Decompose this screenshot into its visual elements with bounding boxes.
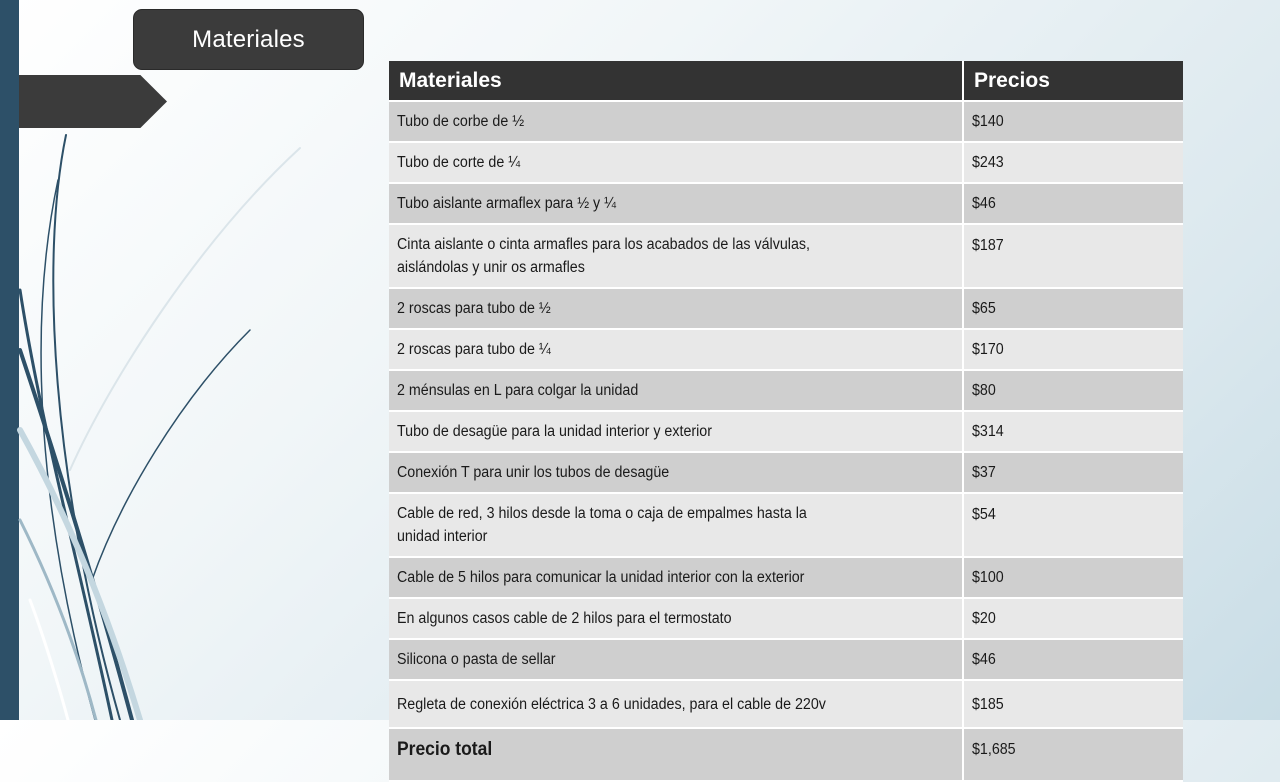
material-cell bbox=[389, 142, 963, 183]
price-text: $314 bbox=[972, 423, 1004, 440]
price-cell bbox=[963, 224, 1183, 288]
header-materiales: Materiales bbox=[389, 61, 963, 101]
total-price: $1,685 bbox=[972, 741, 1016, 758]
table-row bbox=[389, 557, 1183, 598]
price-cell bbox=[963, 598, 1183, 639]
material-text: 2 ménsulas en L para colgar la unidad bbox=[397, 382, 639, 399]
price-cell bbox=[963, 680, 1183, 728]
price-text: $46 bbox=[972, 195, 996, 212]
table-row bbox=[389, 493, 1183, 557]
table-row bbox=[389, 224, 1183, 288]
table-row bbox=[389, 101, 1183, 142]
price-cell bbox=[963, 329, 1183, 370]
table-row bbox=[389, 288, 1183, 329]
price-text: $243 bbox=[972, 154, 1004, 171]
material-cell bbox=[389, 680, 963, 728]
header-precios: Precios bbox=[963, 61, 1183, 101]
material-text-line2: aislándolas y unir os armafles bbox=[397, 259, 585, 276]
material-text: Silicona o pasta de sellar bbox=[397, 651, 556, 668]
material-cell bbox=[389, 493, 963, 557]
material-text-line1: Cinta aislante o cinta armafles para los acabados de las válvulas, bbox=[397, 236, 810, 253]
total-row bbox=[389, 728, 1183, 781]
total-label-cell bbox=[389, 728, 963, 781]
material-cell bbox=[389, 224, 963, 288]
price-text: $185 bbox=[972, 695, 1004, 713]
price-cell bbox=[963, 557, 1183, 598]
price-text: $140 bbox=[972, 113, 1004, 130]
material-text: En algunos casos cable de 2 hilos para el termostato bbox=[397, 610, 732, 627]
price-cell bbox=[963, 142, 1183, 183]
material-cell bbox=[389, 452, 963, 493]
material-cell bbox=[389, 288, 963, 329]
material-cell bbox=[389, 639, 963, 680]
material-cell bbox=[389, 598, 963, 639]
table-header-row bbox=[389, 61, 1183, 101]
material-text: Tubo de desagüe para la unidad interior y exterior bbox=[397, 423, 712, 440]
table-row bbox=[389, 183, 1183, 224]
table-row bbox=[389, 680, 1183, 728]
price-cell bbox=[963, 183, 1183, 224]
material-cell bbox=[389, 329, 963, 370]
price-text: $65 bbox=[972, 300, 996, 317]
table-row bbox=[389, 142, 1183, 183]
table-row bbox=[389, 370, 1183, 411]
table-row bbox=[389, 329, 1183, 370]
material-text: 2 roscas para tubo de ½ bbox=[397, 300, 551, 317]
price-text: $170 bbox=[972, 341, 1004, 358]
material-text: Tubo de corte de ¼ bbox=[397, 154, 521, 171]
slide-title: Materiales bbox=[133, 9, 364, 70]
material-text-line2: unidad interior bbox=[397, 528, 488, 545]
material-cell bbox=[389, 411, 963, 452]
price-text: $46 bbox=[972, 651, 996, 668]
table-row bbox=[389, 452, 1183, 493]
price-cell bbox=[963, 411, 1183, 452]
table-row bbox=[389, 639, 1183, 680]
price-text: $80 bbox=[972, 382, 996, 399]
material-text: Conexión T para unir los tubos de desagüe bbox=[397, 464, 670, 481]
material-text: Cable de 5 hilos para comunicar la unidad interior con la exterior bbox=[397, 569, 805, 586]
price-text: $37 bbox=[972, 464, 996, 481]
price-text: $100 bbox=[972, 569, 1004, 586]
price-text: $20 bbox=[972, 610, 996, 627]
price-cell bbox=[963, 370, 1183, 411]
material-cell bbox=[389, 101, 963, 142]
material-text-line1: Cable de red, 3 hilos desde la toma o caja de empalmes hasta la bbox=[397, 505, 807, 522]
material-text: Regleta de conexión eléctrica 3 a 6 unidades, para el cable de 220v bbox=[397, 695, 826, 713]
price-cell bbox=[963, 639, 1183, 680]
price-text: $54 bbox=[972, 506, 996, 523]
material-text: Tubo aislante armaflex para ½ y ¼ bbox=[397, 195, 617, 212]
material-cell bbox=[389, 557, 963, 598]
decorative-pentagon bbox=[19, 75, 167, 128]
material-text: Tubo de corbe de ½ bbox=[397, 113, 525, 130]
material-text: 2 roscas para tubo de ¼ bbox=[397, 341, 551, 358]
price-cell bbox=[963, 493, 1183, 557]
price-cell bbox=[963, 288, 1183, 329]
material-cell bbox=[389, 183, 963, 224]
price-cell bbox=[963, 452, 1183, 493]
price-text: $187 bbox=[972, 237, 1004, 254]
materials-table bbox=[389, 61, 1183, 782]
material-cell bbox=[389, 370, 963, 411]
table-row bbox=[389, 598, 1183, 639]
table-row bbox=[389, 411, 1183, 452]
price-cell bbox=[963, 101, 1183, 142]
total-price-cell bbox=[963, 728, 1183, 781]
total-label: Precio total bbox=[397, 739, 493, 760]
